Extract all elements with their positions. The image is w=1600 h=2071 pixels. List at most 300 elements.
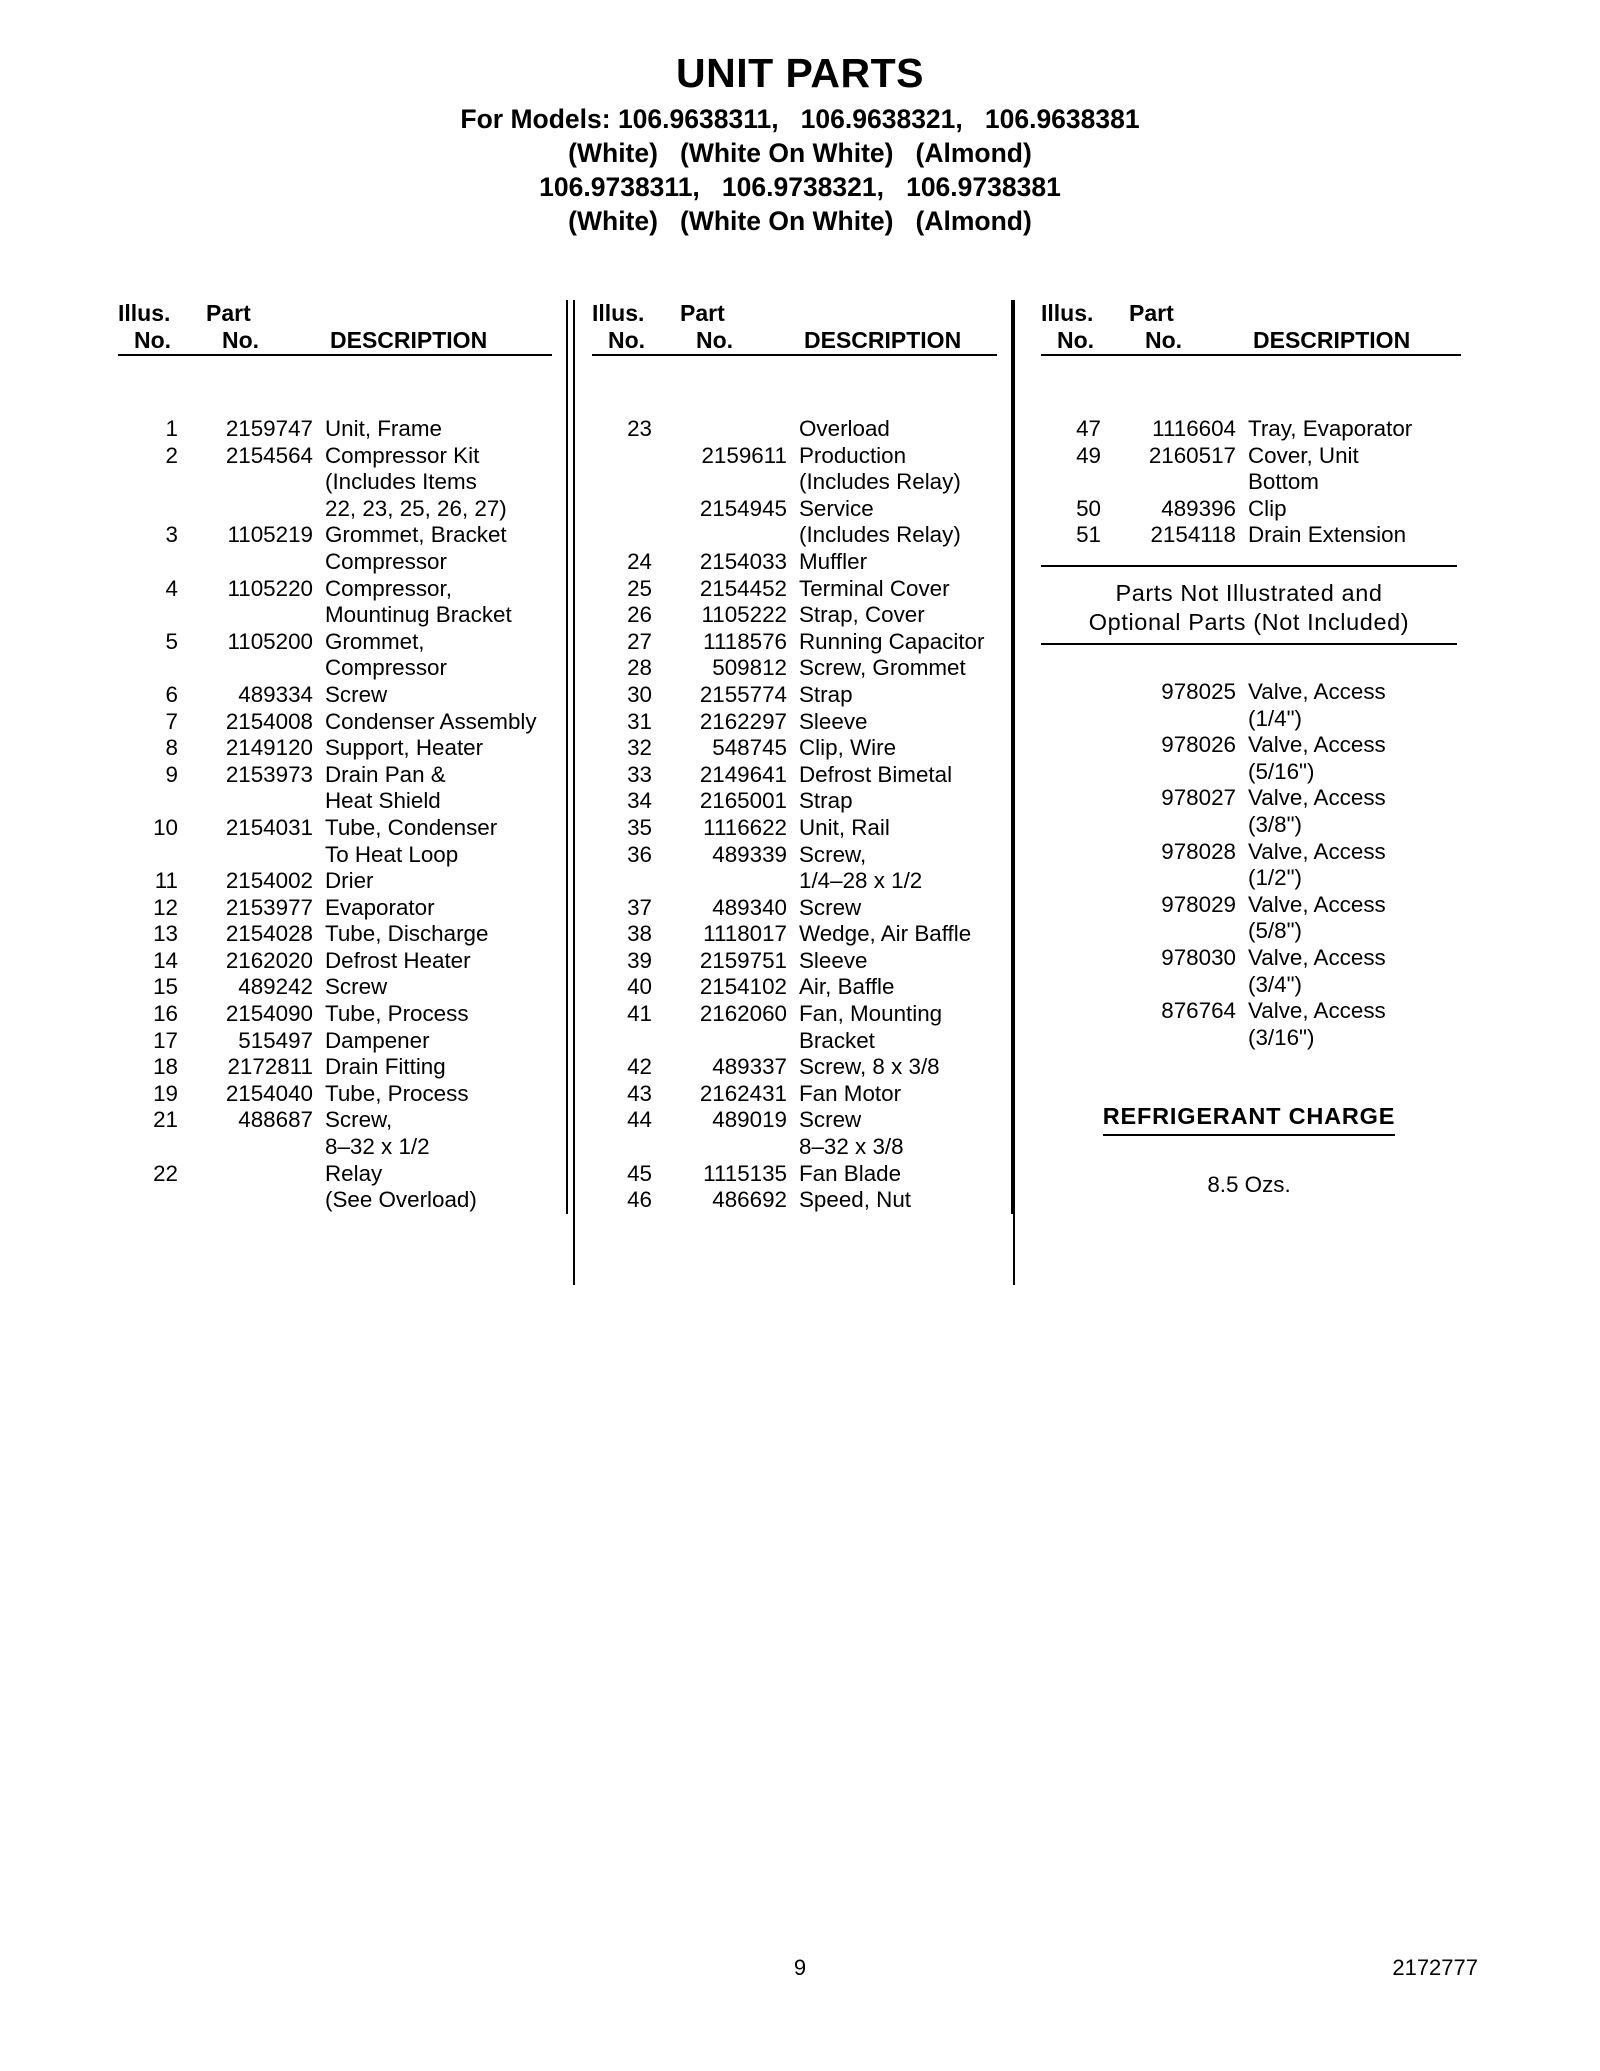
illus-number: 17 <box>153 1027 178 1053</box>
illus-number: 4 <box>165 575 178 601</box>
part-number: 2162020 <box>225 947 313 973</box>
part-number: 1116622 <box>703 814 787 840</box>
part-description: Defrost Bimetal <box>799 761 953 787</box>
part-description: (Includes Relay) <box>799 522 961 548</box>
illus-number: 1 <box>165 416 178 441</box>
table-row <box>118 895 552 922</box>
part-number <box>1041 1025 1248 1052</box>
table-row <box>118 443 552 470</box>
table-row <box>592 921 997 948</box>
illus-number <box>592 522 652 549</box>
table-row <box>118 709 552 736</box>
part-description: Tube, Discharge <box>325 921 489 947</box>
table-row <box>118 762 552 789</box>
table-row <box>592 682 997 709</box>
part-number: 2154008 <box>225 708 313 734</box>
part-description: Heat Shield <box>325 788 441 814</box>
optional-parts-title <box>1041 567 1457 643</box>
table-row <box>592 576 997 603</box>
illus-number: 21 <box>153 1107 178 1133</box>
header-part-line1: Part <box>206 300 251 326</box>
table-row <box>1041 469 1461 496</box>
part-description: Fan Motor <box>799 1080 902 1106</box>
table-row <box>1041 812 1461 839</box>
header-illus-line2: No. <box>134 326 172 353</box>
part-description: Compressor Kit <box>325 442 480 468</box>
illus-number: 13 <box>153 921 178 947</box>
optional-section-bottom-rule <box>1041 643 1457 645</box>
part-number: 489242 <box>238 974 313 1000</box>
table-row <box>592 948 997 975</box>
part-number: 1115135 <box>703 1160 787 1186</box>
part-description: Screw <box>799 1107 862 1133</box>
part-description: Screw, 8 x 3/8 <box>799 1054 940 1080</box>
part-description: Screw, <box>325 1107 393 1133</box>
part-description: (5/8") <box>1248 918 1302 944</box>
part-description: Drain Extension <box>1248 522 1407 548</box>
table-row <box>1041 496 1461 523</box>
header-description: DESCRIPTION <box>330 326 488 353</box>
part-number: 978030 <box>1161 944 1236 970</box>
part-description: Condenser Assembly <box>325 708 537 734</box>
illus-number: 10 <box>153 814 178 840</box>
part-number <box>178 496 325 523</box>
part-description: Fan, Mounting <box>799 1001 943 1027</box>
part-number <box>1041 865 1248 892</box>
part-number: 515497 <box>238 1027 313 1053</box>
optional-parts-rows <box>1041 679 1461 1051</box>
table-row <box>118 868 552 895</box>
header-rule-2 <box>592 354 997 356</box>
part-description: Screw, <box>799 841 867 867</box>
part-number: 2154564 <box>225 442 313 468</box>
part-description: Bracket <box>799 1027 875 1053</box>
table-row <box>1041 839 1461 866</box>
model-numbers-1: 106.9638311, 106.9638321, 106.9638381 <box>617 104 1140 135</box>
table-row <box>118 788 552 815</box>
table-row <box>592 895 997 922</box>
table-row <box>592 549 997 576</box>
part-number <box>1041 706 1248 733</box>
part-number: 509812 <box>712 655 787 681</box>
parts-column-3 <box>1011 300 1461 1214</box>
table-row <box>592 762 997 789</box>
illus-number: 28 <box>627 655 652 681</box>
illus-number: 16 <box>153 1001 178 1027</box>
header-illus-line1: Illus. <box>118 300 171 326</box>
illus-number: 30 <box>627 681 652 707</box>
table-row <box>118 1107 552 1134</box>
header-illus-line2-c2: No. <box>608 326 646 353</box>
header-description-c2: DESCRIPTION <box>804 326 962 353</box>
illus-number <box>592 443 652 470</box>
part-number: 978029 <box>1161 891 1236 917</box>
part-description: To Heat Loop <box>325 841 459 867</box>
part-number: 1118017 <box>703 921 787 947</box>
illus-number <box>118 602 178 629</box>
part-number <box>178 602 325 629</box>
footer-page-number: 9 <box>793 1955 807 1980</box>
part-number <box>652 469 799 496</box>
table-row <box>118 1187 552 1214</box>
model-list <box>0 103 1600 239</box>
part-number <box>1041 759 1248 786</box>
table-row <box>592 469 997 496</box>
part-number: 2149641 <box>699 761 787 787</box>
illus-number: 44 <box>627 1107 652 1133</box>
column-2-rows <box>592 416 997 1214</box>
table-row <box>592 416 997 443</box>
table-row <box>1041 918 1461 945</box>
part-number <box>178 788 325 815</box>
part-description: Tube, Process <box>325 1001 469 1027</box>
part-number <box>178 1161 325 1188</box>
illus-number: 26 <box>627 602 652 628</box>
part-description: 22, 23, 25, 26, 27) <box>325 495 507 521</box>
model-finishes-1: (White) (White On White) (Almond) <box>568 137 1032 168</box>
part-description: Production <box>799 442 907 468</box>
part-description: Bottom <box>1248 469 1319 495</box>
illus-number: 7 <box>165 708 178 734</box>
column-1-rows <box>118 416 552 1214</box>
illus-number: 46 <box>627 1187 652 1213</box>
part-number <box>1041 918 1248 945</box>
parts-column-2 <box>566 300 1011 1214</box>
table-row <box>1041 759 1461 786</box>
part-description: Defrost Heater <box>325 947 471 973</box>
table-row <box>592 1187 997 1214</box>
part-description: 8–32 x 1/2 <box>325 1134 430 1160</box>
part-number: 2153977 <box>225 894 313 920</box>
part-description: Running Capacitor <box>799 628 985 654</box>
part-number: 1118576 <box>703 628 787 654</box>
illus-number: 32 <box>627 735 652 761</box>
illus-number: 45 <box>627 1160 652 1186</box>
part-description: Tube, Condenser <box>325 814 498 840</box>
part-description: Muffler <box>799 548 868 574</box>
part-number: 978026 <box>1161 732 1236 758</box>
illus-number: 36 <box>627 841 652 867</box>
refrigerant-charge-title: REFRIGERANT CHARGE <box>1103 1103 1396 1136</box>
table-row <box>118 1001 552 1028</box>
header-part-line1-c3: Part <box>1129 300 1174 326</box>
illus-number <box>118 842 178 869</box>
part-description: (1/2") <box>1248 865 1302 891</box>
part-description: Screw <box>325 974 388 1000</box>
part-description: Strap <box>799 788 853 814</box>
part-number <box>652 1134 799 1161</box>
table-row <box>118 1028 552 1055</box>
part-number: 2154002 <box>225 868 313 894</box>
part-description: Screw, Grommet <box>799 655 966 681</box>
part-number: 1105200 <box>227 628 313 654</box>
table-row <box>592 496 997 523</box>
part-description: (Includes Relay) <box>799 469 961 495</box>
part-number: 2149120 <box>225 735 313 761</box>
part-number: 488687 <box>238 1107 313 1133</box>
part-number: 2154028 <box>225 921 313 947</box>
part-description: Drain Pan & <box>325 761 446 787</box>
illus-number <box>118 655 178 682</box>
part-description: Valve, Access <box>1248 678 1386 704</box>
part-number: 2153973 <box>225 761 313 787</box>
table-row <box>1041 732 1461 759</box>
illus-number <box>592 868 652 895</box>
part-description: Terminal Cover <box>799 575 950 601</box>
illus-number: 22 <box>153 1160 178 1186</box>
part-number: 2154033 <box>699 548 787 574</box>
part-number: 548745 <box>712 735 787 761</box>
table-row <box>118 416 552 443</box>
table-row <box>1041 522 1461 549</box>
illus-number: 18 <box>153 1054 178 1080</box>
table-row <box>118 469 552 496</box>
part-number: 489396 <box>1161 495 1236 521</box>
table-row <box>592 842 997 869</box>
column-2-header <box>592 300 997 376</box>
illus-number: 50 <box>1076 495 1101 521</box>
part-number: 1105220 <box>227 575 313 601</box>
page-title: UNIT PARTS <box>676 50 924 96</box>
part-description: (5/16") <box>1248 758 1315 784</box>
illus-number <box>592 1028 652 1055</box>
table-row <box>118 735 552 762</box>
part-description: Valve, Access <box>1248 785 1386 811</box>
part-description: (3/16") <box>1248 1024 1315 1050</box>
part-number <box>652 868 799 895</box>
table-row <box>118 1134 552 1161</box>
refrigerant-charge-value: 8.5 Ozs. <box>1207 1172 1291 1198</box>
illus-number: 35 <box>627 814 652 840</box>
table-row <box>592 735 997 762</box>
part-description: Wedge, Air Baffle <box>799 921 972 947</box>
part-description: Unit, Frame <box>325 416 442 441</box>
table-row <box>118 1054 552 1081</box>
part-description: Evaporator <box>325 894 435 920</box>
header-rule-3 <box>1041 354 1461 356</box>
illus-number: 43 <box>627 1080 652 1106</box>
part-description: Screw <box>799 894 862 920</box>
table-row <box>118 576 552 603</box>
table-row <box>1041 945 1461 972</box>
illus-number: 19 <box>153 1080 178 1106</box>
part-description: Cover, Unit <box>1248 442 1359 468</box>
table-row <box>592 1054 997 1081</box>
part-number: 1116604 <box>1152 416 1236 441</box>
part-number <box>1101 469 1248 496</box>
part-description: Service <box>799 495 874 521</box>
illus-number <box>118 496 178 523</box>
part-description: (See Overload) <box>325 1187 477 1213</box>
part-number: 489340 <box>712 894 787 920</box>
table-row <box>592 443 997 470</box>
table-row <box>118 496 552 523</box>
page-header <box>0 0 1600 239</box>
illus-number: 24 <box>627 548 652 574</box>
illus-number: 14 <box>153 947 178 973</box>
table-row <box>118 1161 552 1188</box>
table-row <box>592 522 997 549</box>
illus-number <box>592 1134 652 1161</box>
table-row <box>592 709 997 736</box>
part-number: 1105222 <box>701 602 787 628</box>
table-row <box>118 974 552 1001</box>
illus-number <box>118 1134 178 1161</box>
table-row <box>1041 785 1461 812</box>
illus-number: 3 <box>165 522 178 548</box>
table-row <box>592 974 997 1001</box>
illus-number <box>1041 469 1101 496</box>
header-rule-1 <box>118 354 552 356</box>
part-number: 2160517 <box>1148 442 1236 468</box>
table-row <box>1041 679 1461 706</box>
illus-number: 40 <box>627 974 652 1000</box>
table-row <box>592 815 997 842</box>
illus-number: 11 <box>154 868 178 894</box>
header-illus-line2-c3: No. <box>1057 326 1095 353</box>
part-number <box>178 1187 325 1214</box>
part-description: (Includes Items <box>325 469 477 495</box>
model-finishes-2: (White) (White On White) (Almond) <box>568 205 1032 236</box>
part-description: Drier <box>325 868 374 894</box>
table-row <box>118 921 552 948</box>
part-number: 1105219 <box>227 522 313 548</box>
illus-number: 37 <box>627 894 652 920</box>
table-row <box>592 1028 997 1055</box>
for-models-label: For Models: <box>460 104 611 135</box>
model-finish-row-1 <box>0 137 1600 171</box>
header-illus-line1-c3: Illus. <box>1041 300 1094 326</box>
column-3-header <box>1041 300 1461 376</box>
part-description: Dampener <box>325 1027 430 1053</box>
header-part-line2: No. <box>222 326 260 353</box>
part-description: Clip <box>1248 495 1287 521</box>
illus-number: 9 <box>165 761 178 787</box>
part-description: Tube, Process <box>325 1080 469 1106</box>
table-row <box>1041 972 1461 999</box>
illus-number: 8 <box>165 735 178 761</box>
parts-table <box>0 300 1600 1214</box>
part-description: Clip, Wire <box>799 735 897 761</box>
illus-number <box>118 549 178 576</box>
part-description: Unit, Rail <box>799 814 890 840</box>
part-description: Tray, Evaporator <box>1248 416 1413 441</box>
part-description: 1/4–28 x 1/2 <box>799 868 923 894</box>
table-row <box>118 602 552 629</box>
parts-column-1 <box>118 300 566 1214</box>
header-part-line1-c2: Part <box>680 300 725 326</box>
table-row <box>1041 892 1461 919</box>
part-description: (3/8") <box>1248 811 1302 837</box>
table-row <box>592 655 997 682</box>
part-number: 2162060 <box>699 1001 787 1027</box>
part-number: 2155774 <box>699 681 787 707</box>
table-row <box>118 629 552 656</box>
table-row <box>1041 998 1461 1025</box>
part-number: 2159751 <box>699 947 787 973</box>
illus-number: 6 <box>165 681 178 707</box>
illus-number <box>118 1187 178 1214</box>
illus-number <box>592 496 652 523</box>
part-description: Speed, Nut <box>799 1187 912 1213</box>
part-description: Valve, Access <box>1248 944 1386 970</box>
illus-number: 12 <box>153 894 178 920</box>
part-description: Grommet, <box>325 628 425 654</box>
part-number: 876764 <box>1161 998 1236 1024</box>
part-number: 978027 <box>1161 785 1236 811</box>
part-description: Valve, Access <box>1248 838 1386 864</box>
table-row <box>118 1081 552 1108</box>
part-number <box>652 522 799 549</box>
column-1-header <box>118 300 552 376</box>
part-number <box>652 1028 799 1055</box>
illus-number: 15 <box>153 974 178 1000</box>
model-row-2 <box>0 171 1600 205</box>
illus-number <box>592 469 652 496</box>
illus-number <box>118 788 178 815</box>
part-number: 2172811 <box>227 1054 313 1080</box>
illus-number <box>118 469 178 496</box>
part-description: Support, Heater <box>325 735 484 761</box>
table-row <box>118 815 552 842</box>
optional-parts-title-line1: Parts Not Illustrated and <box>1115 579 1383 606</box>
part-number: 2159747 <box>225 416 313 441</box>
refrigerant-charge-section <box>1041 1103 1457 1198</box>
part-description: Valve, Access <box>1248 998 1386 1024</box>
model-row-1 <box>0 103 1600 137</box>
table-row <box>1041 443 1461 470</box>
table-row <box>1041 1025 1461 1052</box>
part-number: 978025 <box>1161 678 1236 704</box>
illus-number: 41 <box>627 1001 652 1027</box>
part-number: 978028 <box>1161 838 1236 864</box>
part-description: Compressor, <box>325 575 452 601</box>
part-number: 2154040 <box>225 1080 313 1106</box>
header-illus-line1-c2: Illus. <box>592 300 645 326</box>
part-description: Fan Blade <box>799 1160 902 1186</box>
part-description: Strap, Cover <box>799 602 925 628</box>
part-number: 2159611 <box>701 442 787 468</box>
table-row <box>592 788 997 815</box>
part-description: Mountinug Bracket <box>325 602 512 628</box>
table-row <box>592 602 997 629</box>
part-description: Compressor <box>325 548 447 574</box>
table-row <box>1041 416 1461 443</box>
part-description: Relay <box>325 1160 383 1186</box>
page-footer <box>0 1955 1600 1985</box>
illus-number: 25 <box>627 575 652 601</box>
part-number: 2154118 <box>1150 522 1236 548</box>
footer-document-number: 2172777 <box>1392 1955 1478 1980</box>
part-number: 2154945 <box>699 495 787 521</box>
table-row <box>1041 865 1461 892</box>
illus-number: 33 <box>627 761 652 787</box>
part-description: (3/4") <box>1248 971 1302 997</box>
table-row <box>118 655 552 682</box>
table-row <box>118 522 552 549</box>
table-row <box>592 629 997 656</box>
illus-number: 23 <box>627 416 652 441</box>
table-row <box>592 1161 997 1188</box>
header-part-line2-c3: No. <box>1145 326 1183 353</box>
part-description: Compressor <box>325 655 447 681</box>
part-number <box>652 416 799 443</box>
table-row <box>118 549 552 576</box>
part-description: Sleeve <box>799 947 868 973</box>
part-description: 8–32 x 3/8 <box>799 1134 904 1160</box>
part-number <box>178 1134 325 1161</box>
table-row <box>592 1001 997 1028</box>
